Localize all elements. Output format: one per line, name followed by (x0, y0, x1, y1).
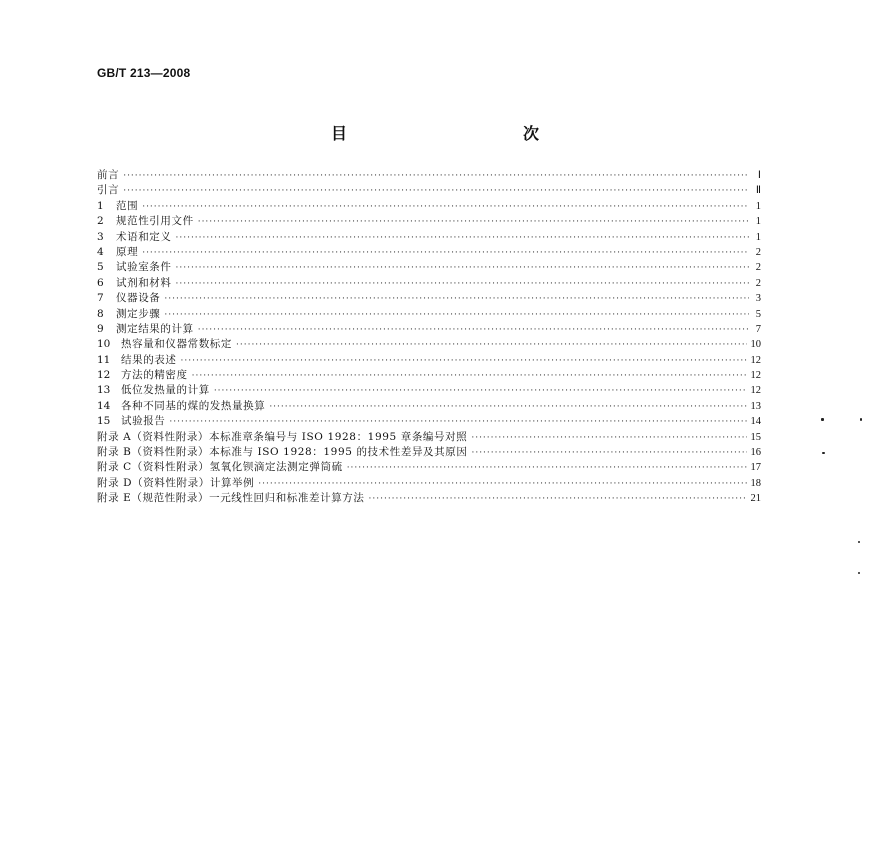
toc-annex-entry (97, 460, 761, 475)
toc-entry-page: 7 (755, 323, 761, 335)
toc-leader-dots (198, 323, 749, 338)
toc-entry (97, 291, 761, 306)
toc-leader-dots (169, 415, 746, 430)
scan-speck (860, 418, 862, 421)
toc-leader-dots (164, 292, 749, 307)
scan-speck (858, 541, 860, 543)
scan-speck (822, 452, 825, 454)
toc-entry-page: 1 (755, 200, 761, 212)
toc-annex-label: 计算举例 (209, 476, 255, 489)
toc-entry-label: 测定结果的计算 (116, 322, 194, 335)
toc-entry-number: 13 (97, 384, 111, 397)
toc-leader-dots (471, 446, 746, 461)
toc-annex-label: 本标准章条编号与 ISO 1928：1995 章条编号对照 (209, 430, 468, 443)
toc-entry (97, 230, 761, 245)
toc-entry (97, 322, 761, 337)
toc-annex-label: 一元线性回归和标准差计算方法 (209, 492, 365, 505)
toc-entry-page: 2 (755, 277, 761, 289)
toc-entry-page: 17 (750, 462, 761, 474)
toc-leader-dots (269, 400, 746, 415)
toc-entry (97, 337, 761, 352)
toc-entry (97, 214, 761, 229)
toc-annex-label: 氢氧化钡滴定法测定弹筒硫 (209, 461, 343, 474)
toc-annex-type: 附录 B（资料性附录） (97, 446, 210, 459)
toc-entry-page: 2 (755, 262, 761, 274)
toc-entry-label: 热容量和仪器常数标定 (121, 338, 232, 351)
toc-entry-page: 21 (750, 493, 761, 505)
toc-entry (97, 307, 761, 322)
toc-entry-page: 1 (755, 231, 761, 243)
toc-entry (97, 414, 761, 429)
toc-leader-dots (142, 246, 749, 261)
toc-entry-page: 12 (750, 354, 761, 366)
toc-entry-page: 14 (750, 416, 761, 428)
toc-entry-label: 试验室条件 (116, 261, 172, 274)
toc-leader-dots (181, 354, 747, 369)
toc-entry (97, 276, 761, 291)
toc-leader-dots (176, 277, 750, 292)
toc-entry-label: 试验报告 (121, 415, 166, 428)
toc-leader-dots (214, 384, 747, 399)
toc-entry-number: 8 (97, 307, 104, 320)
toc-annex-label: 本标准与 ISO 1928：1995 的技术性差异及其原因 (209, 446, 468, 459)
toc-annex-type: 附录 C（资料性附录） (97, 461, 210, 474)
toc-entry-number: 3 (97, 230, 104, 243)
toc-entry (97, 368, 761, 383)
toc-entry-number: 9 (97, 322, 104, 335)
toc-entry-label: 测定步骤 (116, 307, 161, 320)
toc-leader-dots (123, 184, 749, 199)
toc-entry-page: 12 (750, 385, 761, 397)
toc-entry-label: 术语和定义 (116, 230, 172, 243)
toc-entry-label: 结果的表述 (121, 353, 177, 366)
toc-annex-type: 附录 A（资料性附录） (97, 430, 210, 443)
toc-entry-number: 5 (97, 261, 104, 274)
toc-entry-label: 仪器设备 (116, 292, 161, 305)
toc-entry-label: 规范性引用文件 (116, 215, 194, 228)
toc-entry-number: 6 (97, 276, 104, 289)
toc-leader-dots (192, 369, 747, 384)
toc-entry (97, 260, 761, 275)
page-title: 目 次 (330, 124, 587, 143)
toc-annex-entry (97, 445, 761, 460)
toc-entry-label: 低位发热量的计算 (121, 384, 210, 397)
toc-entry-label: 各种不同基的煤的发热量换算 (121, 399, 266, 412)
toc-entry-page: 3 (755, 293, 761, 305)
scan-speck (858, 572, 860, 574)
toc-leader-dots (369, 492, 747, 507)
toc-entry-page: 10 (750, 339, 761, 351)
toc-leader-dots (176, 231, 750, 246)
toc-entry-page: Ⅰ (757, 170, 761, 181)
toc-entry-number: 7 (97, 292, 104, 305)
toc-leader-dots (471, 431, 746, 446)
toc-entry-page: 15 (750, 431, 761, 443)
toc-entry (97, 353, 761, 368)
toc-entry-number: 10 (97, 338, 111, 351)
toc-annex-entry (97, 476, 761, 491)
toc-entry-page: 12 (750, 370, 761, 382)
toc-annex-entry (97, 491, 761, 506)
toc-annex-type: 附录 D（资料性附录） (97, 476, 210, 489)
toc-entry-page: 16 (750, 447, 761, 459)
toc-entry-label: 范围 (116, 199, 139, 212)
toc-entry-number: 15 (97, 415, 111, 428)
table-of-contents (97, 168, 761, 507)
toc-annex-entry (97, 430, 761, 445)
scan-speck (821, 418, 824, 421)
toc-leader-dots (347, 461, 747, 476)
toc-entry-page: 18 (750, 477, 761, 489)
toc-leader-dots (258, 477, 746, 492)
toc-entry-page: 13 (750, 400, 761, 412)
toc-entry-label: 原理 (116, 245, 139, 258)
toc-leader-dots (176, 261, 750, 276)
toc-entry-introduction (97, 183, 761, 198)
toc-entry (97, 245, 761, 260)
toc-leader-dots (236, 338, 747, 353)
toc-leader-dots (164, 308, 749, 323)
toc-entry-number: 11 (97, 353, 111, 366)
toc-entry-page: 5 (755, 308, 761, 320)
toc-entry-page: 1 (755, 216, 761, 228)
toc-entry-page: Ⅱ (755, 185, 761, 197)
toc-entry-number: 2 (97, 215, 104, 228)
toc-entry (97, 383, 761, 398)
toc-entry-number: 1 (97, 199, 104, 212)
toc-leader-dots (198, 215, 749, 230)
toc-entry-number: 14 (97, 399, 111, 412)
toc-entry-label: 试剂和材料 (116, 276, 172, 289)
toc-leader-dots (123, 169, 749, 184)
toc-leader-dots (142, 200, 749, 215)
standard-code: GB/T 213—2008 (97, 66, 191, 80)
toc-entry-preface (97, 168, 761, 183)
toc-annex-type: 附录 E（规范性附录） (97, 492, 210, 505)
toc-entry-label: 前言 (97, 169, 120, 181)
toc-entry-number: 4 (97, 245, 104, 258)
toc-entry-number: 12 (97, 369, 111, 382)
toc-entry (97, 399, 761, 414)
toc-entry-page: 2 (755, 246, 761, 258)
toc-entry-label: 方法的精密度 (121, 369, 188, 382)
toc-entry-label: 引言 (97, 184, 120, 197)
toc-entry (97, 199, 761, 214)
